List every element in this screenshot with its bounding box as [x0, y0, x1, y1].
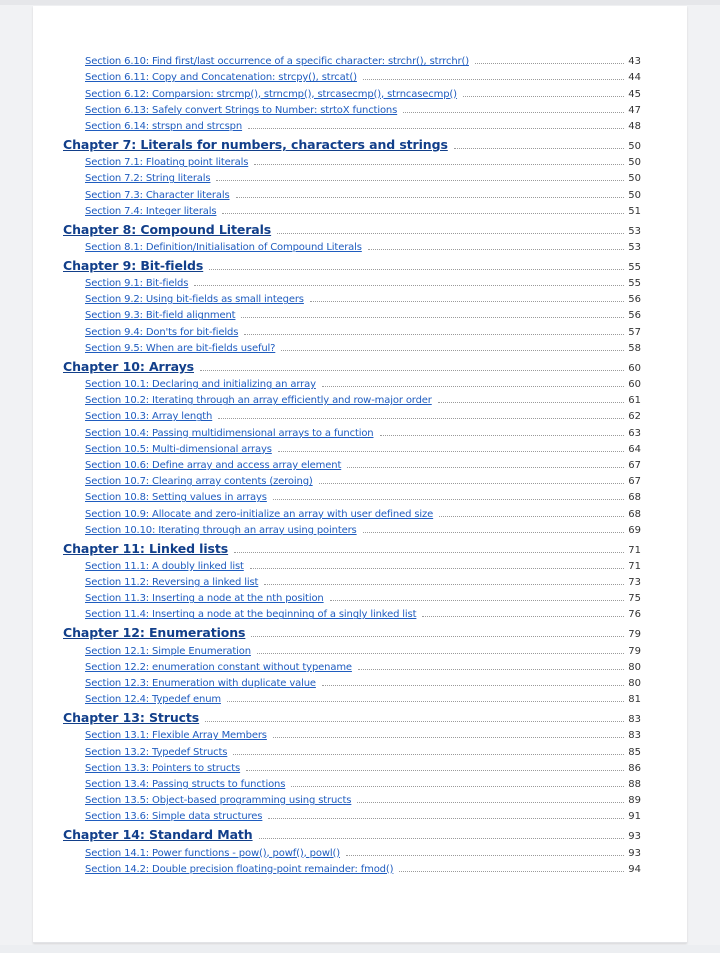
toc-section-link[interactable]: Section 13.5: Object-based programming using structs — [85, 795, 352, 807]
toc-dot-leader — [205, 721, 624, 722]
toc-section-row[interactable] — [63, 406, 641, 422]
toc-section-row[interactable] — [63, 487, 641, 503]
toc-section-row[interactable] — [63, 422, 641, 438]
toc-chapter-row[interactable] — [63, 705, 641, 725]
toc-page-number: 94 — [628, 863, 641, 875]
toc-dot-leader — [310, 301, 624, 302]
toc-chapter-link[interactable]: Chapter 7: Literals for numbers, characters and strings — [63, 136, 448, 152]
toc-section-link[interactable]: Section 10.2: Iterating through an array efficiently and row-major order — [85, 395, 432, 407]
toc-dot-leader — [268, 818, 624, 819]
toc-dot-leader — [277, 233, 624, 234]
toc-section-link[interactable]: Section 14.2: Double precision floating-point remainder: fmod() — [85, 863, 394, 875]
toc-section-link[interactable]: Section 6.12: Comparsion: strcmp(), strncmp(), strcasecmp(), strncasecmp() — [85, 88, 457, 100]
toc-section-row[interactable] — [63, 758, 641, 774]
toc-dot-leader — [246, 770, 624, 771]
toc-chapter-row[interactable] — [63, 536, 641, 556]
toc-dot-leader — [475, 63, 624, 64]
toc-page-number: 48 — [628, 120, 641, 132]
toc-section-row[interactable] — [63, 237, 641, 253]
toc-section-row[interactable] — [63, 471, 641, 487]
toc-section-link[interactable]: Section 9.4: Don'ts for bit-fields — [85, 326, 239, 338]
toc-section-link[interactable]: Section 10.3: Array length — [85, 411, 213, 423]
toc-section-row[interactable] — [63, 390, 641, 406]
toc-section-row[interactable] — [63, 116, 641, 132]
toc-page-number: 44 — [628, 72, 641, 84]
toc-page-number: 79 — [628, 645, 641, 657]
toc-section-row[interactable] — [63, 790, 641, 806]
toc-section-link[interactable]: Section 13.6: Simple data structures — [85, 811, 263, 823]
viewer-bottom-bar — [0, 945, 720, 953]
toc-dot-leader — [439, 516, 624, 517]
toc-section-link[interactable]: Section 9.1: Bit-fields — [85, 278, 189, 290]
toc-section-link[interactable]: Section 7.3: Character literals — [85, 189, 230, 201]
toc-page-number: 68 — [628, 508, 641, 520]
toc-section-link[interactable]: Section 11.1: A doubly linked list — [85, 560, 244, 572]
toc-page-number: 75 — [628, 593, 641, 605]
toc-dot-leader — [368, 249, 624, 250]
toc-section-link[interactable]: Section 11.3: Inserting a node at the nth position — [85, 593, 324, 605]
toc-section-row[interactable] — [63, 321, 641, 337]
toc-section-row[interactable] — [63, 604, 641, 620]
toc-dot-leader — [322, 685, 624, 686]
toc-section-link[interactable]: Section 10.9: Allocate and zero-initialize an array with user defined size — [85, 508, 434, 520]
toc-page-number: 81 — [628, 694, 641, 706]
toc-section-link[interactable]: Section 12.4: Typedef enum — [85, 694, 221, 706]
toc-dot-leader — [248, 128, 624, 129]
toc-dot-leader — [251, 636, 624, 637]
toc-section-row[interactable] — [63, 168, 641, 184]
toc-page-number: 55 — [628, 261, 641, 273]
toc-section-row[interactable] — [63, 572, 641, 588]
toc-chapter-link[interactable]: Chapter 11: Linked lists — [63, 540, 229, 556]
toc-dot-leader — [347, 467, 624, 468]
toc-section-row[interactable] — [63, 184, 641, 200]
toc-section-row[interactable] — [63, 657, 641, 673]
toc-dot-leader — [194, 285, 624, 286]
toc-page-number: 50 — [628, 140, 641, 152]
table-of-contents — [63, 51, 641, 875]
toc-chapter-link[interactable]: Chapter 9: Bit-fields — [63, 257, 204, 273]
toc-page-number: 93 — [628, 847, 641, 859]
toc-section-link[interactable]: Section 14.1: Power functions - pow(), powf(), powl() — [85, 847, 340, 859]
toc-section-link[interactable]: Section 9.5: When are bit-fields useful? — [85, 342, 276, 354]
toc-section-row[interactable] — [63, 289, 641, 305]
toc-dot-leader — [273, 737, 624, 738]
toc-dot-leader — [363, 79, 624, 80]
toc-page-number: 60 — [628, 362, 641, 374]
toc-dot-leader — [236, 197, 624, 198]
toc-dot-leader — [380, 435, 625, 436]
toc-page-number: 63 — [628, 427, 641, 439]
toc-dot-leader — [281, 350, 624, 351]
toc-dot-leader — [234, 552, 624, 553]
toc-section-link[interactable]: Section 10.10: Iterating through an array using pointers — [85, 524, 357, 536]
toc-dot-leader — [244, 334, 624, 335]
toc-page-number: 57 — [628, 326, 641, 338]
toc-section-row[interactable] — [63, 588, 641, 604]
toc-section-link[interactable]: Section 6.11: Copy and Concatenation: strcpy(), strcat() — [85, 72, 357, 84]
toc-section-link[interactable]: Section 8.1: Definition/Initialisation of Compound Literals — [85, 241, 362, 253]
toc-dot-leader — [454, 148, 624, 149]
toc-dot-leader — [257, 653, 624, 654]
toc-section-link[interactable]: Section 10.6: Define array and access array element — [85, 459, 342, 471]
toc-section-link[interactable]: Section 7.4: Integer literals — [85, 205, 217, 217]
toc-chapter-row[interactable] — [63, 132, 641, 152]
toc-section-row[interactable] — [63, 152, 641, 168]
toc-page-number: 64 — [628, 443, 641, 455]
toc-dot-leader — [403, 112, 624, 113]
toc-page-number: 86 — [628, 762, 641, 774]
toc-section-row[interactable] — [63, 83, 641, 99]
toc-chapter-row[interactable] — [63, 217, 641, 237]
toc-chapter-row[interactable] — [63, 354, 641, 374]
toc-dot-leader — [218, 418, 624, 419]
toc-dot-leader — [330, 600, 624, 601]
toc-chapter-link[interactable]: Chapter 14: Standard Math — [63, 827, 253, 843]
toc-section-link[interactable]: Section 11.2: Reversing a linked list — [85, 577, 259, 589]
toc-page-number: 58 — [628, 342, 641, 354]
toc-page-number: 76 — [628, 609, 641, 621]
toc-dot-leader — [357, 802, 624, 803]
toc-section-row[interactable] — [63, 520, 641, 536]
toc-page-number: 45 — [628, 88, 641, 100]
toc-page-number: 83 — [628, 714, 641, 726]
toc-dot-leader — [319, 483, 624, 484]
toc-chapter-row[interactable] — [63, 253, 641, 273]
toc-section-link[interactable]: Section 9.2: Using bit-fields as small integers — [85, 294, 304, 306]
toc-section-row[interactable] — [63, 806, 641, 822]
toc-section-link[interactable]: Section 13.3: Pointers to structs — [85, 762, 241, 774]
toc-section-link[interactable]: Section 10.7: Clearing array contents (zeroing) — [85, 476, 313, 488]
toc-dot-leader — [241, 317, 624, 318]
toc-page-number: 73 — [628, 577, 641, 589]
toc-page-number: 60 — [628, 379, 641, 390]
toc-dot-leader — [422, 616, 624, 617]
toc-page-number: 53 — [628, 225, 641, 237]
toc-section-link[interactable]: Section 12.1: Simple Enumeration — [85, 645, 251, 657]
toc-dot-leader — [273, 499, 624, 500]
toc-page-number: 80 — [628, 661, 641, 673]
toc-page-number: 85 — [628, 746, 641, 758]
toc-page-number: 89 — [628, 795, 641, 807]
toc-dot-leader — [399, 871, 624, 872]
toc-chapter-row[interactable] — [63, 620, 641, 640]
toc-section-row[interactable] — [63, 51, 641, 67]
toc-page-number: 56 — [628, 294, 641, 306]
toc-section-row[interactable] — [63, 338, 641, 354]
toc-page-number: 71 — [628, 544, 641, 556]
toc-section-link[interactable]: Section 6.13: Safely convert Strings to Number: strtoX functions — [85, 104, 398, 116]
toc-section-link[interactable]: Section 13.1: Flexible Array Members — [85, 730, 267, 742]
toc-dot-leader — [363, 532, 624, 533]
toc-dot-leader — [322, 386, 624, 387]
toc-page-number: 50 — [628, 189, 641, 201]
toc-page-number: 67 — [628, 476, 641, 488]
toc-dot-leader — [259, 838, 624, 839]
toc-section-row[interactable] — [63, 640, 641, 656]
toc-page-number: 71 — [628, 560, 641, 572]
toc-dot-leader — [264, 584, 624, 585]
toc-page-number: 67 — [628, 459, 641, 471]
toc-dot-leader — [346, 855, 624, 856]
toc-section-row[interactable] — [63, 67, 641, 83]
toc-section-row[interactable] — [63, 374, 641, 390]
toc-page-number: 69 — [628, 524, 641, 536]
toc-section-row[interactable] — [63, 842, 641, 858]
toc-page-number: 50 — [628, 157, 641, 169]
document-page — [33, 6, 687, 943]
toc-dot-leader — [250, 568, 624, 569]
toc-section-link[interactable]: Section 6.10: Find first/last occurrence of a specific character: strchr(), strrchr() — [85, 56, 469, 68]
toc-page-number: 68 — [628, 492, 641, 504]
toc-page-number: 80 — [628, 678, 641, 689]
toc-dot-leader — [438, 402, 624, 403]
toc-section-row[interactable] — [63, 741, 641, 757]
toc-section-link[interactable]: Section 7.2: String literals — [85, 173, 211, 185]
toc-section-link[interactable]: Section 10.8: Setting values in arrays — [85, 492, 267, 504]
toc-dot-leader — [463, 96, 624, 97]
toc-page-number: 55 — [628, 278, 641, 290]
toc-dot-leader — [291, 786, 624, 787]
toc-section-link[interactable]: Section 6.14: strspn and strcspn — [85, 120, 243, 132]
toc-dot-leader — [222, 213, 624, 214]
toc-page-number: 56 — [628, 310, 641, 322]
toc-section-row[interactable] — [63, 305, 641, 321]
toc-page-number: 50 — [628, 173, 641, 185]
toc-page-number: 61 — [628, 395, 641, 407]
toc-section-row[interactable] — [63, 503, 641, 519]
toc-page-number: 43 — [628, 56, 641, 68]
toc-dot-leader — [209, 269, 624, 270]
toc-section-link[interactable]: Section 13.4: Passing structs to functions — [85, 778, 286, 790]
toc-chapter-link[interactable]: Chapter 13: Structs — [63, 710, 200, 726]
toc-page-number: 91 — [628, 811, 641, 823]
toc-section-link[interactable]: Section 10.4: Passing multidimensional arrays to a function — [85, 427, 374, 439]
toc-dot-leader — [254, 164, 624, 165]
toc-dot-leader — [358, 669, 624, 670]
toc-section-link[interactable]: Section 11.4: Inserting a node at the beginning of a singly linked list — [85, 609, 417, 621]
toc-page-number: 79 — [628, 629, 641, 641]
toc-section-link[interactable]: Section 13.2: Typedef Structs — [85, 746, 228, 758]
toc-section-link[interactable]: Section 12.3: Enumeration with duplicate value — [85, 678, 316, 689]
toc-dot-leader — [278, 451, 624, 452]
toc-section-link[interactable]: Section 12.2: enumeration constant without typename — [85, 661, 352, 673]
toc-page-number: 88 — [628, 778, 641, 790]
toc-section-row[interactable] — [63, 455, 641, 471]
toc-section-row[interactable] — [63, 100, 641, 116]
toc-dot-leader — [216, 180, 624, 181]
toc-page-number: 62 — [628, 411, 641, 423]
toc-section-row[interactable] — [63, 774, 641, 790]
toc-section-row[interactable] — [63, 439, 641, 455]
toc-section-row[interactable] — [63, 273, 641, 289]
toc-section-row[interactable] — [63, 859, 641, 875]
toc-chapter-link[interactable]: Chapter 10: Arrays — [63, 358, 195, 374]
toc-page-number: 51 — [628, 205, 641, 217]
toc-section-row[interactable] — [63, 201, 641, 217]
toc-chapter-link[interactable]: Chapter 8: Compound Literals — [63, 221, 272, 237]
toc-page-number: 83 — [628, 730, 641, 742]
toc-page-number: 53 — [628, 241, 641, 253]
toc-section-link[interactable]: Section 10.1: Declaring and initializing an array — [85, 379, 316, 390]
toc-section-row[interactable] — [63, 673, 641, 689]
toc-chapter-link[interactable]: Chapter 12: Enumerations — [63, 625, 246, 641]
toc-section-row[interactable] — [63, 556, 641, 572]
toc-section-row[interactable] — [63, 725, 641, 741]
toc-section-link[interactable]: Section 7.1: Floating point literals — [85, 157, 249, 169]
toc-chapter-row[interactable] — [63, 822, 641, 842]
toc-dot-leader — [227, 701, 624, 702]
toc-page-number: 47 — [628, 104, 641, 116]
toc-dot-leader — [233, 754, 624, 755]
toc-dot-leader — [200, 370, 624, 371]
toc-section-link[interactable]: Section 10.5: Multi-dimensional arrays — [85, 443, 272, 455]
viewer-top-bar — [0, 0, 720, 5]
toc-section-link[interactable]: Section 9.3: Bit-field alignment — [85, 310, 236, 322]
toc-section-row[interactable] — [63, 689, 641, 705]
toc-page-number: 93 — [628, 831, 641, 843]
